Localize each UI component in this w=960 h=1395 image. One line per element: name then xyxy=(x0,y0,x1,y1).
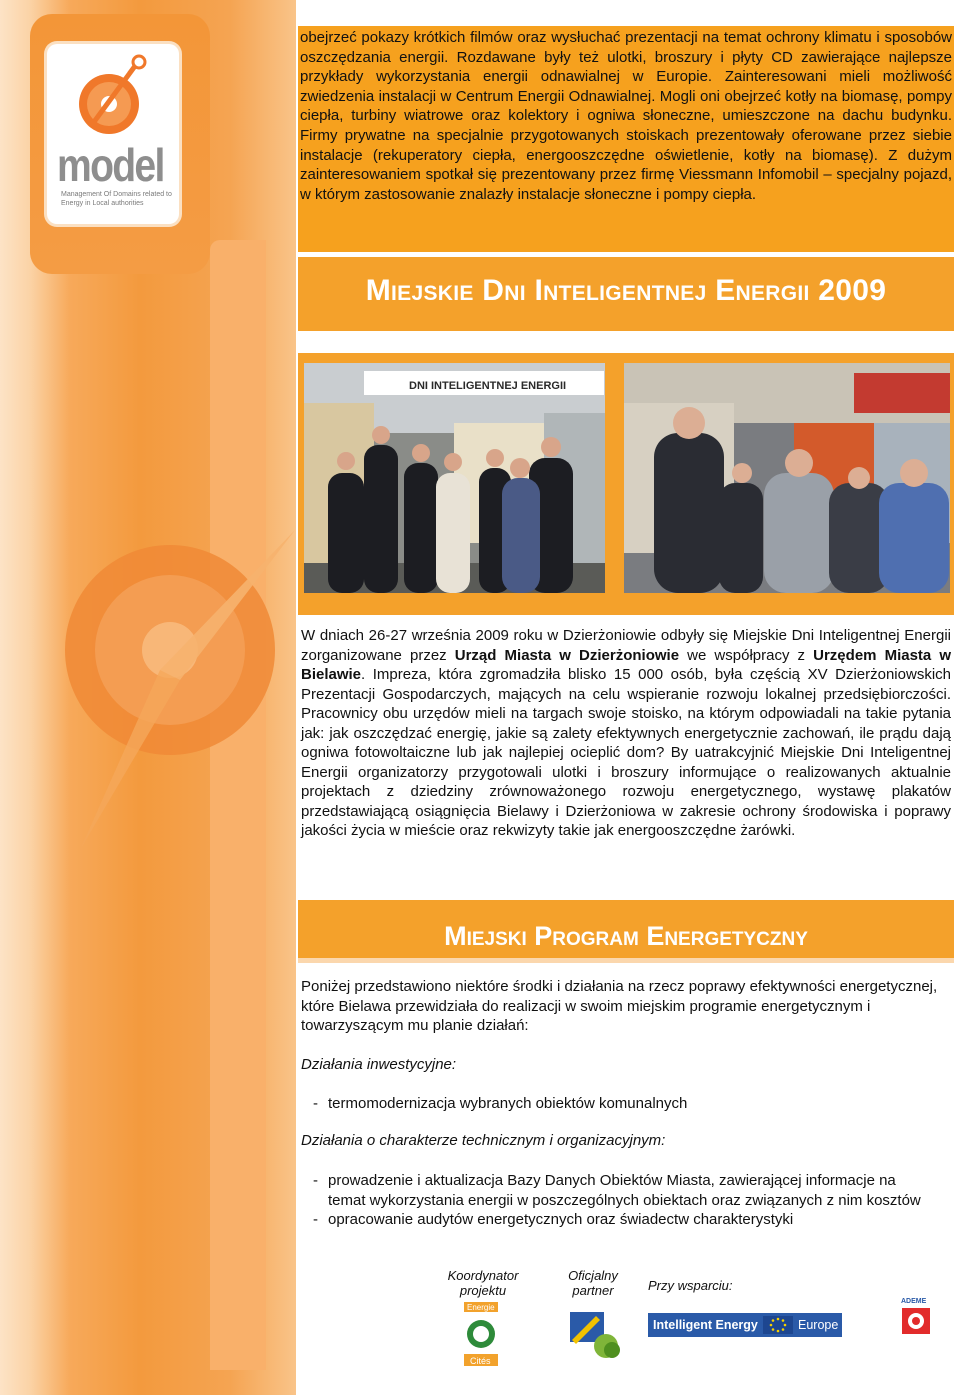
logo-tagline: Management Of Domains related to Energy in Local authorities xyxy=(61,191,172,207)
partner-name: Urzędem Miasta w Bielawie xyxy=(301,646,952,683)
section2-intro: Poniżej przedstawiono niektóre środki i działania na rzecz poprawy efektywności energetycznej, które Bielawa przewidziała do realizacji w swoim miejskim programie energetycznym i towarzyszącym mu planie działań: xyxy=(301,978,938,1034)
event-photo-visitors xyxy=(624,363,950,593)
intro-highlight-block xyxy=(298,26,954,252)
section-banner-dni xyxy=(298,257,954,331)
technical-actions-heading: Działania o charakterze technicznym i organizacyjnym: xyxy=(301,1132,666,1149)
svg-text:Cités: Cités xyxy=(470,1356,491,1366)
logo-wordmark: model xyxy=(57,139,164,191)
energie-cites-logo xyxy=(462,1300,500,1368)
section1-paragraph xyxy=(301,626,951,841)
investment-actions-list xyxy=(313,1094,933,1114)
para-text: we współpracy z xyxy=(679,646,814,664)
technical-actions-list xyxy=(313,1171,933,1230)
photo-strip xyxy=(298,353,954,615)
coordinator-label: Koordynator projektu xyxy=(447,1268,519,1298)
section-title-dni: Miejskie Dni Inteligentnej Energii 2009 xyxy=(365,274,887,307)
svg-text:Energie: Energie xyxy=(467,1303,495,1312)
para-text: . Impreza, która zgromadziła blisko 15 000 osób, była częścią XV Dzierżoniowskich Prezentacji Gospodarczych, mających na celu wspieranie rozwoju lokalnej przedsiębiorczości. Pracownicy obu urzędów mieli na targach swoje stoisko, na którym odpowiadali na takie pytania jak: jak oszczędzać energię, jakie są zalety efektywnych energetycznie zachowań, ile prądu dają ogniwa fotowoltaiczne lub jak najlepiej ocieplić dom? By uatrakcyjnić Miejskie Dni Inteligentnej Energii organizatorzy przygotowali ulotki i broszury informujące o realizowanych aktualnie projektach z dziedziny zrównoważonego rozwoju energetycznego, wystawę plakatów przedstawiającą osiągnięcia Bielawy i Dzierżoniowa w zakresie ochrony środowiska i poprawy jakości życia w mieście oraz rekwizyty takie jak energooszczędne żarówki. xyxy=(301,666,951,839)
eu-stars-icon xyxy=(763,1316,793,1334)
list-item: - prowadzenie i aktualizacja Bazy Danych Obiektów Miasta, zawierającej informacje na temat wykorzystania energii w poszczególnych obiektach oraz związanych z nim kosztów xyxy=(313,1172,921,1209)
ademe-logo xyxy=(898,1294,934,1338)
partner-label: Oficjalny partner xyxy=(568,1268,618,1298)
decorative-compass-icon xyxy=(60,520,300,880)
list-item: - opracowanie audytów energetycznych oraz świadectw charakterystyki xyxy=(313,1211,794,1228)
list-item: - termomodernizacja wybranych obiektów komunalnych xyxy=(313,1095,688,1112)
svg-text:ADEME: ADEME xyxy=(901,1298,927,1305)
organizer-name: Urząd Miasta w Dzierżoniowie xyxy=(454,646,680,664)
investment-actions-heading: Działania inwestycyjne: xyxy=(301,1056,457,1073)
official-partner-logo xyxy=(566,1306,622,1360)
intelligent-energy-europe-logo: Intelligent Energy Europe xyxy=(648,1313,842,1337)
decorative-sidebar xyxy=(0,0,296,1395)
banner-underline xyxy=(298,958,954,963)
section-banner-program xyxy=(298,900,954,958)
intro-paragraph: obejrzeć pokazy krótkich filmów oraz wysłuchać prezentacji na temat ochrony klimatu i sposobów oszczędzania energii. Rozdawane były też ulotki, broszury i płyty CD zawierające najlepsze przykłady wykorzystania energii odnawialnej w Europie. Zainteresowani mieli możliwość zwiedzenia instalacji w Centrum Energii Odnawialnej. Mogli oni obejrzeć kotły na biomasę, pompy ciepła, turbiny wiatrowe oraz kolektory i ogniwa słoneczne, umieszczone na dachu budynku. Firmy prywatne na specjalnie przygotowanych stoiskach prezentowały oferowane przez siebie instalacje (rekuperatory ciepła, energooszczędne oświetlenie, kotły na biomasę). Z dużym zainteresowaniem spotkał się prezentowany przez firmę Viessmann Infomobil – specjalny pojazd, w którym zastosowanie znalazły instalacje słoneczne i pompy ciepła. xyxy=(300,29,952,203)
photo-banner-text: DNI INTELIGENTNEJ ENERGII xyxy=(409,380,567,392)
compass-logo-icon xyxy=(47,44,179,144)
section-title-program: Miejski Program Energetyczny xyxy=(444,921,808,951)
support-label: Przy wsparciu: xyxy=(648,1278,733,1293)
model-logo xyxy=(47,44,179,224)
event-photo-group xyxy=(304,363,605,593)
para-text: W dniach 26-27 września 2009 roku w Dzierżoniowie odbyły się Miejskie Dni Inteligentnej Energii zorganizowane przez xyxy=(301,627,951,664)
